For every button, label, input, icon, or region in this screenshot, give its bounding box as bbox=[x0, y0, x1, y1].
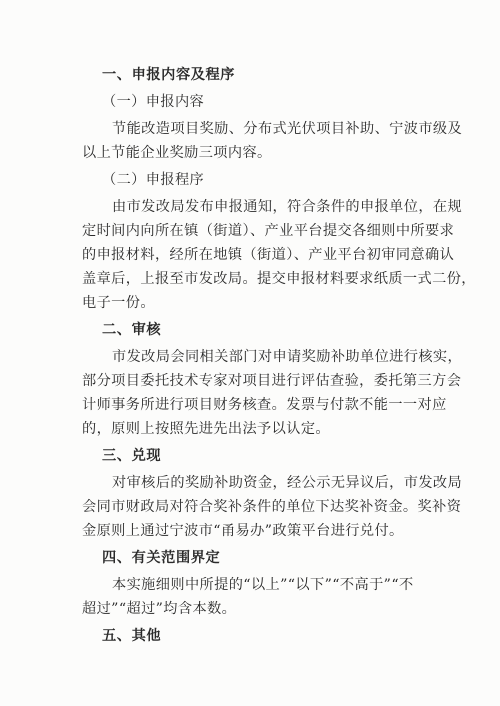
section-heading-5: 五、其他 bbox=[102, 628, 162, 644]
paragraph-line: 的，原则上按照先进先出法予以认定。 bbox=[82, 421, 330, 437]
section-heading-4: 四、有关范围界定 bbox=[102, 550, 221, 566]
subsection-heading-1-2: （二）申报程序 bbox=[102, 172, 205, 188]
paragraph-line: 节能改造项目奖励、分布式光伏项目补助、宁波市级及 bbox=[112, 121, 463, 137]
paragraph-line: 盖章后，上报至市发改局。提交申报材料要求纸质一式二份， bbox=[82, 271, 476, 287]
paragraph-line: 会同市财政局对符合奖补条件的单位下达奖补资金。奖补资 bbox=[82, 499, 462, 515]
paragraph-line: 市发改局会同相关部门对申请奖励补助单位进行核实， bbox=[112, 349, 463, 365]
paragraph-line: 超过”“超过”均含本数。 bbox=[82, 601, 237, 617]
paragraph-line: 部分项目委托技术专家对项目进行评估查验，委托第三方会 bbox=[82, 373, 462, 389]
paragraph-line: 对审核后的奖励补助资金，经公示无异议后，市发改局 bbox=[112, 475, 463, 491]
paragraph-line: 由市发改局发布申报通知，符合条件的申报单位，在规 bbox=[112, 199, 463, 215]
section-heading-3: 三、兑现 bbox=[102, 448, 162, 464]
paragraph-line: 以上节能企业奖励三项内容。 bbox=[82, 145, 272, 161]
section-heading-1: 一、申报内容及程序 bbox=[102, 67, 236, 83]
paragraph-line: 定时间内向所在镇（街道）、产业平台提交各细则中所要求 bbox=[82, 223, 455, 239]
paragraph-line: 本实施细则中所提的“以上”“以下”“不高于”“不 bbox=[112, 577, 414, 593]
paragraph-line: 金原则上通过宁波市“甬易办”政策平台进行兑付。 bbox=[82, 523, 404, 539]
document-body bbox=[82, 64, 476, 647]
paragraph-line: 电子一份。 bbox=[82, 295, 155, 311]
section-heading-2: 二、审核 bbox=[102, 322, 162, 338]
subsection-heading-1-1: （一）申报内容 bbox=[102, 94, 205, 110]
paragraph-line: 计师事务所进行项目财务核查。发票与付款不能一一对应 bbox=[82, 397, 447, 413]
paragraph-line: 的申报材料，经所在地镇（街道）、产业平台初审同意确认 bbox=[82, 247, 455, 263]
